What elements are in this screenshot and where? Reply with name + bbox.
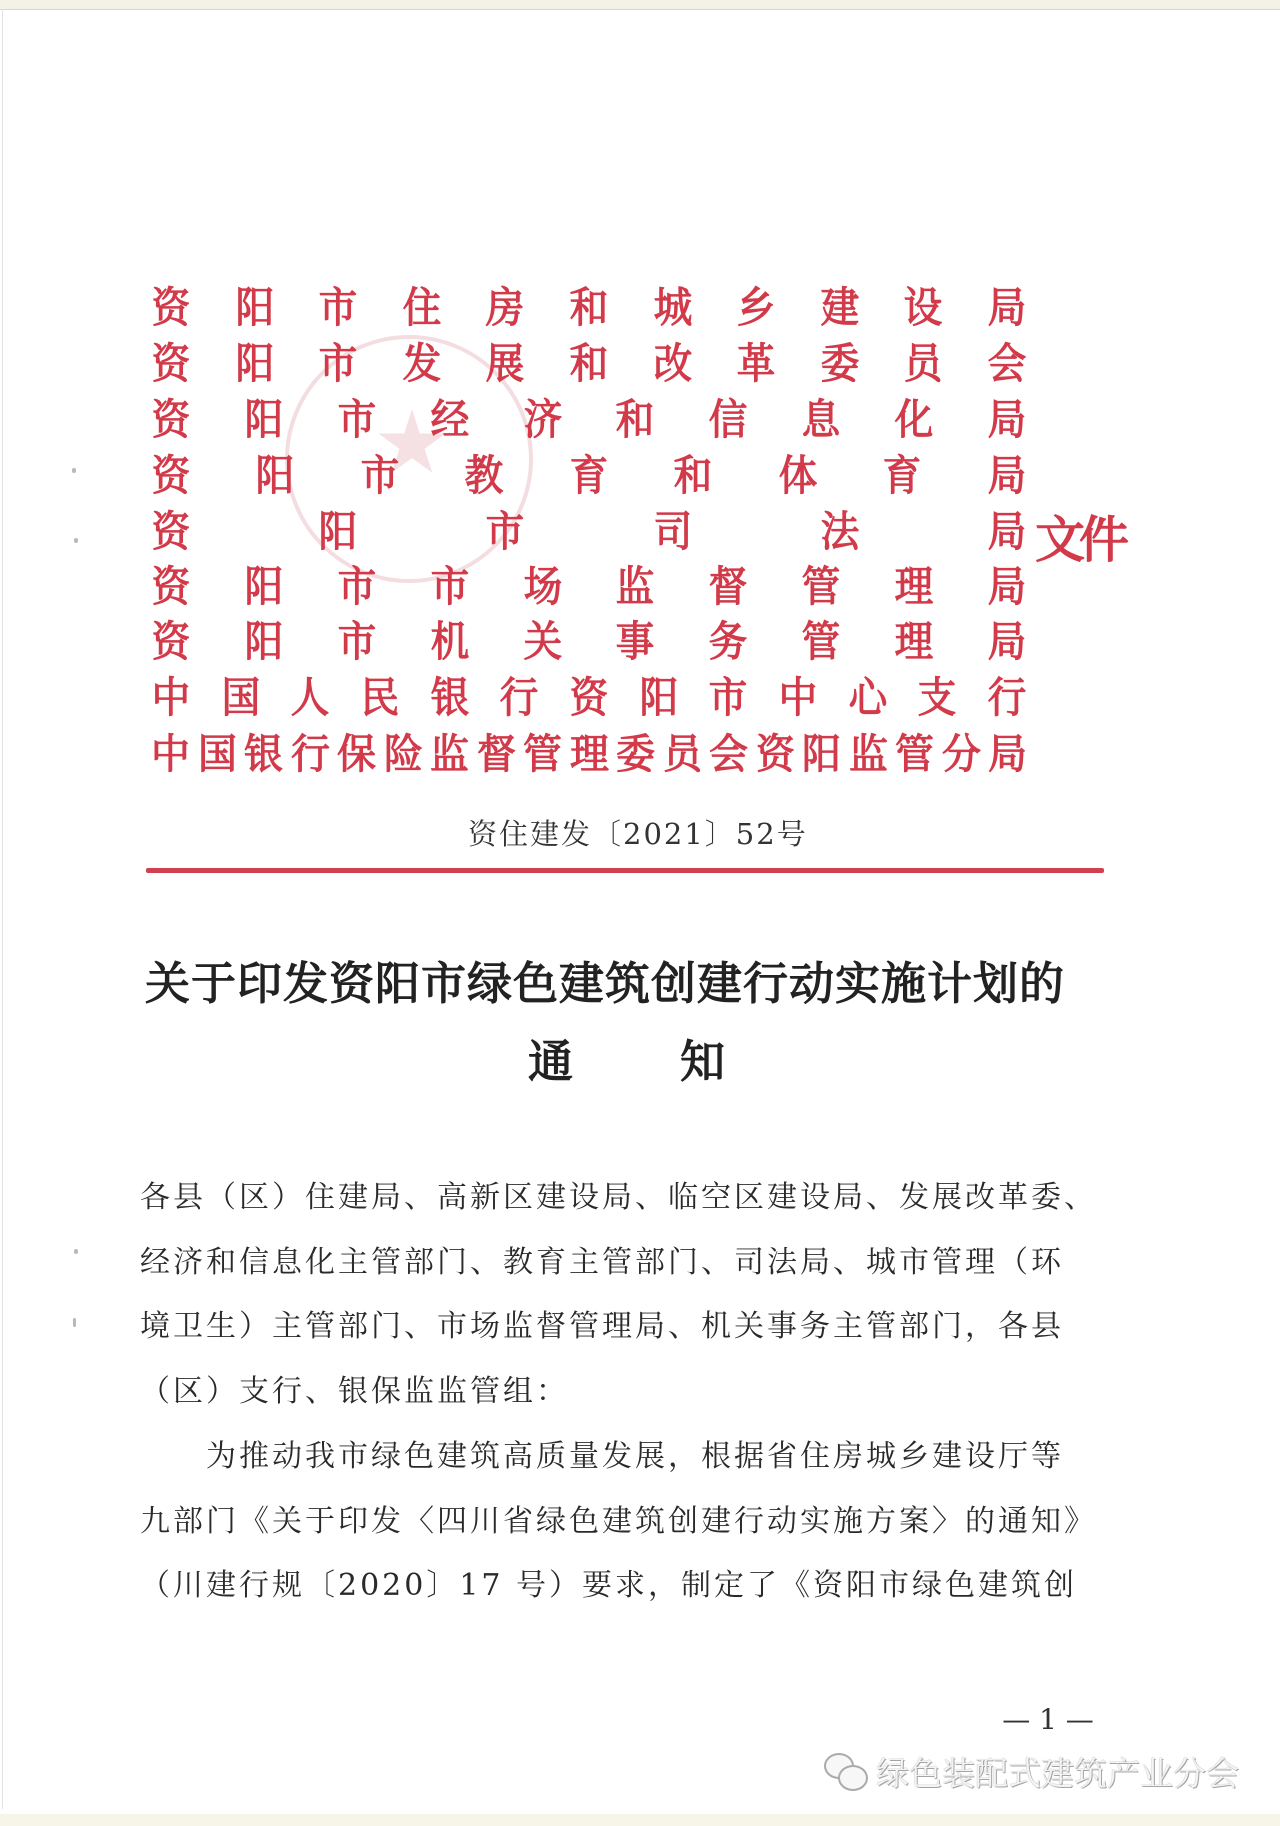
issuer-char: 育 xyxy=(569,451,609,500)
page-number: — 1 — xyxy=(1002,1703,1094,1736)
issuer-char: 行 xyxy=(499,673,539,722)
issuer-char: 育 xyxy=(883,451,922,500)
issuer-char: 阳 xyxy=(244,395,284,444)
issuer-char: 理 xyxy=(894,617,934,666)
issuer-char: 场 xyxy=(523,562,562,611)
issuer-char: 理 xyxy=(894,562,934,611)
issuer-char: 监 xyxy=(848,730,888,778)
issuer-char: 理 xyxy=(569,730,609,778)
issuer-char: 市 xyxy=(708,673,748,722)
issuer-char: 管 xyxy=(801,562,841,611)
issuer-char: 改 xyxy=(653,339,692,388)
issuer-char: 行 xyxy=(987,673,1027,722)
issuer-char: 管 xyxy=(523,730,562,778)
issuer-char: 市 xyxy=(486,507,525,556)
issuer-char: 市 xyxy=(337,395,377,444)
issuer-char: 城 xyxy=(653,283,692,332)
issuer-char: 民 xyxy=(360,673,400,722)
issuer-char: 信 xyxy=(708,395,748,444)
issuer-char: 局 xyxy=(987,451,1027,500)
issuer-char: 资 xyxy=(151,451,191,500)
issuer-char: 务 xyxy=(708,617,748,666)
issuer-char: 员 xyxy=(904,339,943,388)
issuer-char: 住 xyxy=(402,283,442,332)
scan-speck xyxy=(74,1249,78,1254)
issuer-char: 局 xyxy=(987,507,1027,556)
body-text-line: 经济和信息化主管部门、教育主管部门、司法局、城市管理（环 xyxy=(140,1245,1064,1280)
document-title-line2 xyxy=(528,1036,728,1088)
issuer-char: 监 xyxy=(430,730,469,778)
body-text-line: 各县（区）住建局、高新区建设局、临空区建设局、发展改革委、 xyxy=(140,1180,1097,1215)
scan-top-edge xyxy=(0,0,1280,10)
issuer-char: 资 xyxy=(755,730,795,778)
issuer-char: 局 xyxy=(987,395,1027,444)
title-char: 知 xyxy=(680,1035,726,1088)
issuer-char: 心 xyxy=(848,673,887,722)
scan-left-edge xyxy=(2,9,3,1809)
issuer-char: 市 xyxy=(360,451,400,500)
issuer-char: 局 xyxy=(987,283,1027,332)
issuer-char: 会 xyxy=(987,339,1027,388)
issuer-char: 机 xyxy=(430,617,469,666)
issuer-char: 法 xyxy=(820,507,860,556)
issuer-char: 展 xyxy=(486,339,525,388)
issuer-char: 中 xyxy=(151,673,191,722)
issuer-char: 中 xyxy=(778,673,818,722)
issuer-char: 管 xyxy=(895,730,934,778)
body-text-line: 九部门《关于印发〈四川省绿色建筑创建行动实施方案〉的通知》 xyxy=(140,1504,1097,1539)
issuer-char: 管 xyxy=(801,617,841,666)
issuer-char: 市 xyxy=(430,562,469,611)
scan-speck xyxy=(72,468,76,473)
issuer-char: 资 xyxy=(151,339,191,388)
issuer-char: 体 xyxy=(778,451,818,500)
issuer-row xyxy=(150,730,1028,778)
document-title: 关于印发资阳市绿色建筑创建行动实施计划的 xyxy=(145,957,1066,1010)
body-text-line: 境卫生）主管部门、市场监督管理局、机关事务主管部门，各县 xyxy=(140,1309,1064,1344)
title-char: 通 xyxy=(528,1035,574,1088)
body-text-line: 为推动我市绿色建筑高质量发展，根据省住房城乡建设厅等 xyxy=(206,1439,1064,1474)
issuer-char: 行 xyxy=(290,730,330,778)
issuer-char: 资 xyxy=(151,617,191,666)
issuer-row xyxy=(150,508,1028,556)
issuer-char: 发 xyxy=(402,339,442,388)
issuer-char: 分 xyxy=(941,730,981,778)
issuer-char: 资 xyxy=(151,283,191,332)
issuer-char: 阳 xyxy=(235,283,274,332)
issuer-row xyxy=(150,396,1028,444)
scan-bottom-edge xyxy=(0,1814,1280,1826)
scan-speck xyxy=(74,538,78,543)
issuer-char: 银 xyxy=(430,673,469,722)
issuer-row xyxy=(150,284,1028,332)
issuer-row xyxy=(150,618,1028,666)
issuer-row xyxy=(150,452,1028,500)
issuer-char: 济 xyxy=(523,395,562,444)
wechat-icon xyxy=(822,1751,868,1791)
issuer-char: 督 xyxy=(476,730,516,778)
issuer-char: 资 xyxy=(151,395,191,444)
issuer-char: 阳 xyxy=(244,617,284,666)
issuer-char: 国 xyxy=(221,673,260,722)
issuer-char: 员 xyxy=(662,730,702,778)
document-suffix: 文件 xyxy=(1035,510,1123,569)
issuer-char: 资 xyxy=(569,673,609,722)
issuer-char: 局 xyxy=(987,617,1027,666)
issuer-char: 人 xyxy=(290,673,330,722)
red-divider-line xyxy=(146,868,1104,873)
issuer-char: 教 xyxy=(465,451,504,500)
issuer-char: 和 xyxy=(569,339,609,388)
issuer-char: 险 xyxy=(383,730,423,778)
issuer-char: 市 xyxy=(337,562,377,611)
issuer-char: 司 xyxy=(653,507,692,556)
issuer-row xyxy=(150,563,1028,611)
issuer-char: 和 xyxy=(616,395,655,444)
issuer-char: 息 xyxy=(801,395,841,444)
issuer-char: 市 xyxy=(318,339,358,388)
issuer-char: 阳 xyxy=(256,451,295,500)
issuer-char: 阳 xyxy=(802,730,841,778)
issuer-char: 关 xyxy=(523,617,562,666)
issuer-char: 阳 xyxy=(244,562,284,611)
issuer-row xyxy=(150,674,1028,722)
issuer-char: 化 xyxy=(894,395,934,444)
watermark-text: 绿色装配式建筑产业分会 xyxy=(876,1753,1239,1793)
issuer-char: 经 xyxy=(430,395,469,444)
issuer-char: 国 xyxy=(197,730,237,778)
issuer-char: 保 xyxy=(337,730,376,778)
issuer-char: 房 xyxy=(486,283,525,332)
issuer-char: 设 xyxy=(904,283,943,332)
body-text-line: （川建行规〔2020〕17 号）要求，制定了《资阳市绿色建筑创 xyxy=(140,1568,1078,1603)
source-watermark xyxy=(822,1748,1242,1794)
body-text-line: （区）支行、银保监监管组： xyxy=(140,1374,569,1409)
issuer-char: 会 xyxy=(709,730,748,778)
issuer-char: 乡 xyxy=(736,283,776,332)
issuer-char: 监 xyxy=(616,562,655,611)
issuer-char: 资 xyxy=(151,562,191,611)
issuer-char: 事 xyxy=(616,617,655,666)
issuer-char: 建 xyxy=(820,283,860,332)
issuer-char: 阳 xyxy=(235,339,274,388)
issuer-char: 督 xyxy=(708,562,748,611)
issuer-char: 局 xyxy=(987,562,1027,611)
issuer-char: 资 xyxy=(151,507,191,556)
issuer-row xyxy=(150,340,1028,388)
issuer-char: 支 xyxy=(917,673,957,722)
issuer-char: 局 xyxy=(988,730,1027,778)
issuer-char: 和 xyxy=(674,451,713,500)
issuer-char: 委 xyxy=(616,730,655,778)
issuer-char: 银 xyxy=(244,730,283,778)
scan-speck xyxy=(73,1318,76,1327)
issuer-char: 阳 xyxy=(639,673,678,722)
issuer-char: 市 xyxy=(318,283,358,332)
issuer-char: 中 xyxy=(151,730,190,778)
issuer-char: 和 xyxy=(569,283,609,332)
document-number: 资住建发〔2021〕52号 xyxy=(468,817,808,851)
issuer-char: 阳 xyxy=(318,507,358,556)
issuer-char: 市 xyxy=(337,617,377,666)
issuer-char: 革 xyxy=(736,339,776,388)
issuer-char: 委 xyxy=(820,339,860,388)
